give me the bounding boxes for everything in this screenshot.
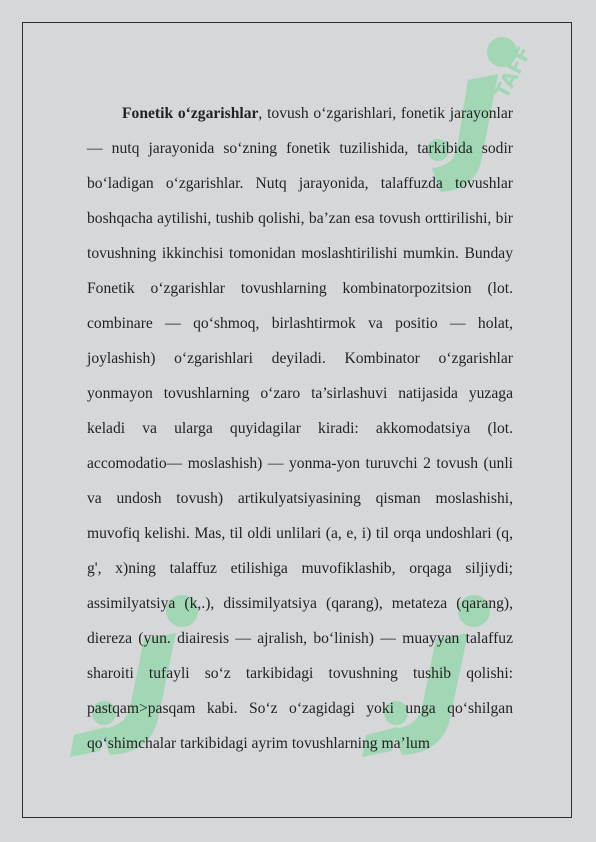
body-paragraph [87, 96, 513, 761]
term-heading: Fonetik o‘zgarishlar [122, 105, 259, 122]
paragraph-body: , tovush o‘zgarishlari, fonetik jarayonlar — nutq jarayonida so‘zning fonetik tuzilishida, tarkibida sodir bo‘ladigan o‘zgarishlar. Nutq jarayonida, talaffuzda tovushlar boshqacha aytilishi, tushib qolishi, ba’zan esa tovush orttirilishi, bir tovushning ikkinchisi tomonidan moslashtirilishi mumkin. Bunday Fonetik o‘zgarishlar tovushlarning kombinatorpozitsion (lot. combinare — qo‘shmoq, birlashtirmok va positio — holat, joylashish) o‘zgarishlari deyiladi. Kombinator o‘zgarishlar yonmayon tovushlarning o‘zaro ta’sirlashuvi natijasida yuzaga keladi va ularga quyidagilar kiradi: akkomodatsiya (lot. accomodatio— moslashish) — yonma-yon turuvchi 2 tovush (unli va undosh tovush) artikulyatsiyasining qisman moslashishi, muvofiq kelishi. Mas, til oldi unlilari (a, e, i) til orqa undoshlari (q, g', x)ning talaffuz etilishiga muvofiklashib, orqaga siljiydi; assimilyatsiya (k,.), dissimilyatsiya (qarang), metateza (qarang), diereza (yun. diairesis — ajralish, bo‘linish) — muayyan talaffuz sharoiti tufayli so‘z tarkibidagi tovushning tushib qolishi: pastqam>pasqam kabi. So‘z o‘zagidagi yoki unga qo‘shilgan qo‘shimchalar tarkibidagi ayrim tovushlarning ma’lum [87, 105, 513, 752]
svg-text:TAFF: TAFF [489, 42, 537, 103]
